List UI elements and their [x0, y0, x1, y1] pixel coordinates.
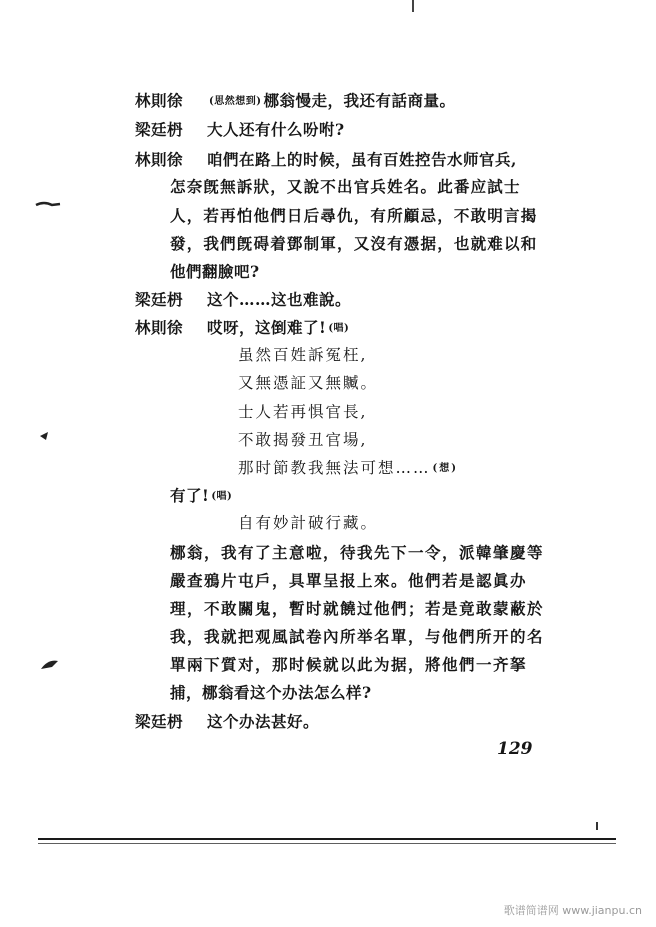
dialogue-text: 發，我們旣碍着鄧制軍，又沒有憑据，也就难以和 [170, 234, 538, 253]
dialogue-continuation [170, 262, 260, 282]
speaker-name: 梁廷枬 [135, 120, 184, 139]
dialogue-text: 梛翁，我有了主意啦，待我先下一令，派韓肇慶等 [170, 543, 545, 562]
song-verse [238, 513, 378, 533]
dialogue-line [135, 91, 455, 112]
dialogue-text: 梛翁慢走，我还有話商量。 [263, 91, 456, 110]
verse-text: 那时節教我無法可想…… [238, 459, 431, 477]
speaker-name: 林則徐 [135, 150, 184, 169]
dialogue-text: 他們翻臉吧? [170, 262, 260, 281]
dialogue-line [135, 120, 345, 140]
speaker-name: 林則徐 [135, 318, 184, 337]
dialogue-text: 大人还有什么吩咐? [207, 120, 345, 139]
dialogue-line [135, 290, 351, 310]
dialogue-text: 怎奈旣無訴狀，又說不出官兵姓名。此番应試士 [170, 177, 521, 196]
verse-text: 自有妙計破行藏。 [238, 514, 379, 532]
dialogue-text: 有了! [170, 486, 210, 505]
verse-text: 又無憑証又無贓。 [238, 374, 379, 392]
dialogue-continuation [170, 177, 521, 197]
dialogue-continuation [170, 571, 527, 591]
song-verse [238, 458, 460, 479]
bottom-rule-thin [38, 843, 616, 844]
song-verse [238, 402, 367, 422]
dialogue-text: 人，若再怕他們日后尋仇，有所顧忌，不敢明言揭 [170, 206, 538, 225]
stage-direction: (想) [432, 463, 458, 474]
dialogue-continuation [170, 234, 537, 254]
speaker-name: 梁廷枬 [135, 290, 184, 309]
dialogue-text: 咱們在路上的时候，虽有百姓控告水师官兵, [207, 150, 517, 169]
dialogue-continuation [170, 683, 372, 703]
site-watermark: 歌谱简谱网 www.jianpu.cn [503, 904, 642, 917]
verse-text: 虽然百姓訴冤枉, [238, 346, 368, 364]
scan-smudge [30, 195, 70, 215]
dialogue-continuation [170, 543, 544, 563]
dialogue-continuation [170, 206, 537, 226]
scan-mark [596, 822, 598, 830]
dialogue-text: 我，我就把观風試卷內所举名單，与他們所开的名 [170, 627, 545, 646]
scan-mark [412, 0, 414, 12]
dialogue-line [135, 318, 351, 339]
dialogue-continuation [170, 627, 544, 647]
dialogue-text: 哎呀，这倒难了! [207, 318, 327, 337]
stage-direction: (思然想到) [209, 96, 262, 107]
dialogue-line [135, 150, 517, 170]
bottom-rule [38, 838, 616, 840]
song-verse [238, 345, 367, 365]
dialogue-text: 这个……这也难說。 [207, 290, 352, 309]
verse-text: 不敢揭發丑官場, [238, 431, 368, 449]
stage-direction: (唱) [211, 491, 233, 502]
stage-direction: (唱) [328, 323, 350, 334]
verse-text: 士人若再惧官長, [238, 403, 368, 421]
scan-smudge [38, 655, 64, 677]
dialogue-text: 嚴查鴉片屯戶，具單呈报上來。他們若是認眞办 [170, 571, 528, 590]
dialogue-text: 單兩下質对，那时候就以此为据，將他們一齐拏 [170, 655, 528, 674]
speaker-name: 林則徐 [135, 91, 184, 110]
scan-smudge [36, 428, 60, 448]
dialogue-text: 理，不敢關鬼，暫时就饒过他們；若是竟敢蒙蔽於 [170, 599, 545, 618]
dialogue-continuation [170, 486, 234, 507]
song-verse [238, 430, 367, 450]
dialogue-line [135, 712, 319, 732]
dialogue-continuation [170, 599, 544, 619]
song-verse [238, 373, 378, 393]
dialogue-text: 捕，梛翁看这个办法怎么样? [170, 683, 372, 702]
dialogue-text: 这个办法甚好。 [207, 712, 320, 731]
speaker-name: 梁廷枬 [135, 712, 184, 731]
page-number: 129 [497, 739, 533, 759]
dialogue-continuation [170, 655, 527, 675]
